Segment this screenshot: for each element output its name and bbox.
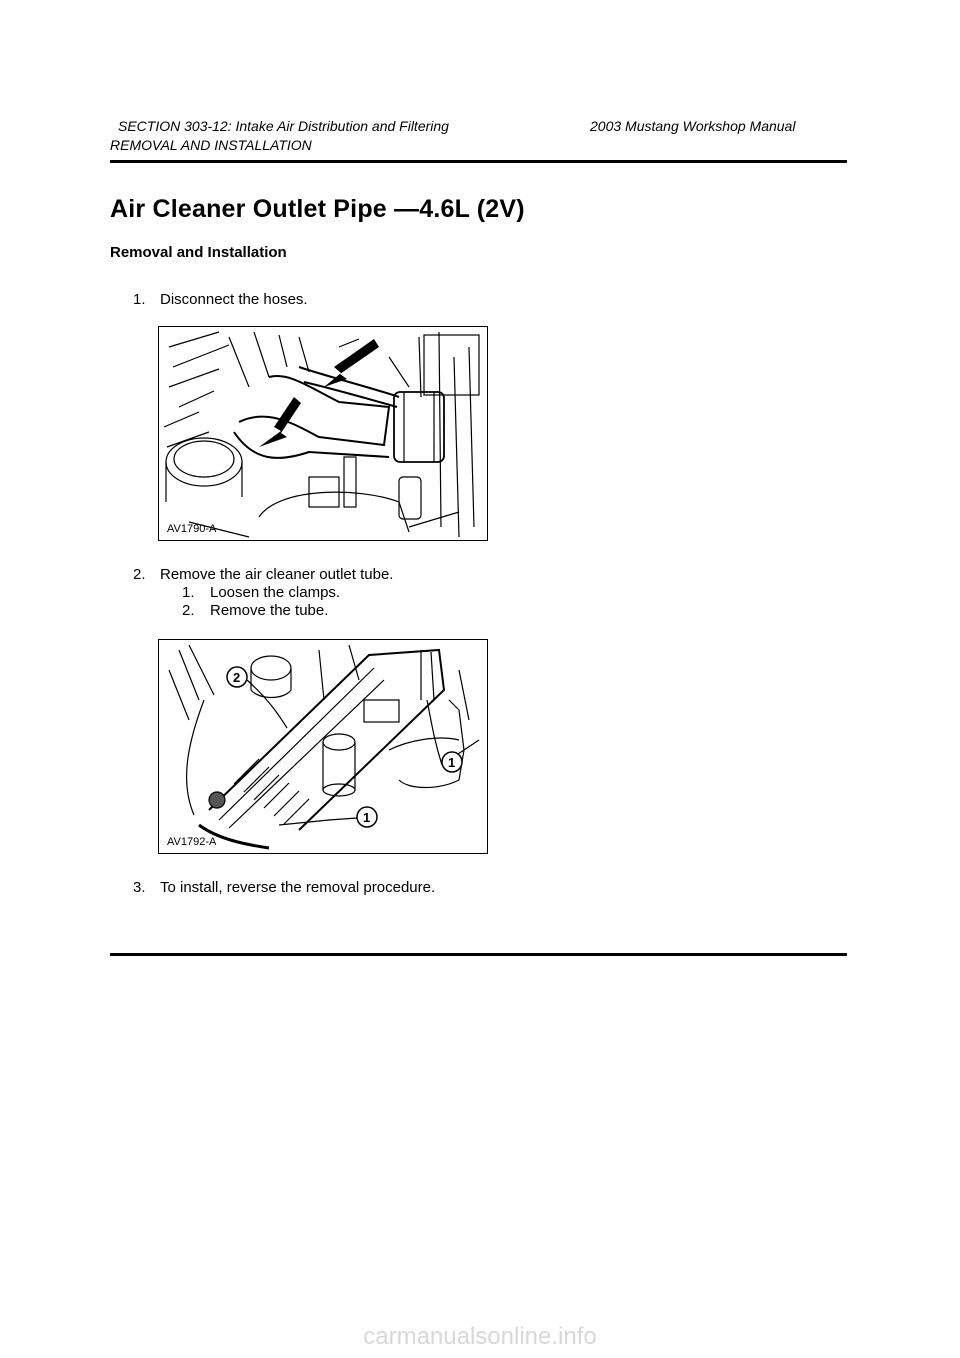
step-number: 1. [133, 291, 146, 308]
watermark: carmanualsonline.info [363, 1323, 597, 1350]
hose-illustration [159, 327, 487, 540]
callout-2: 2 [233, 670, 241, 685]
figure-label: AV1792-A [167, 836, 217, 848]
manual-title: 2003 Mustang Workshop Manual [590, 118, 796, 134]
substep-text: Remove the tube. [210, 602, 329, 619]
step-text: Remove the air cleaner outlet tube. [160, 566, 394, 583]
tube-illustration [159, 640, 487, 853]
figure-av1790 [158, 326, 488, 541]
step-number: 2. [133, 566, 146, 583]
step-2 [133, 565, 393, 584]
step-1 [133, 290, 308, 309]
section-header: SECTION 303-12: Intake Air Distribution and Filtering [118, 118, 449, 134]
figure-label: AV1790-A [167, 523, 217, 535]
substep-text: Loosen the clamps. [210, 584, 341, 601]
step-text: Disconnect the hoses. [160, 291, 308, 308]
callout-1a: 1 [448, 755, 456, 770]
step-number: 3. [133, 879, 146, 896]
substep-number: 2. [182, 602, 195, 619]
substep-1 [182, 583, 340, 602]
header-rule [110, 160, 847, 163]
footer-rule [110, 953, 847, 956]
page-subtitle: Removal and Installation [110, 244, 287, 261]
step-3 [133, 878, 435, 897]
step-text: To install, reverse the removal procedure. [160, 879, 436, 896]
figure-av1792 [158, 639, 488, 854]
substep-number: 1. [182, 584, 195, 601]
substep-2 [182, 601, 328, 620]
callout-1b: 1 [363, 810, 371, 825]
category-header: REMOVAL AND INSTALLATION [110, 137, 312, 153]
page-title: Air Cleaner Outlet Pipe —4.6L (2V) [110, 195, 525, 223]
